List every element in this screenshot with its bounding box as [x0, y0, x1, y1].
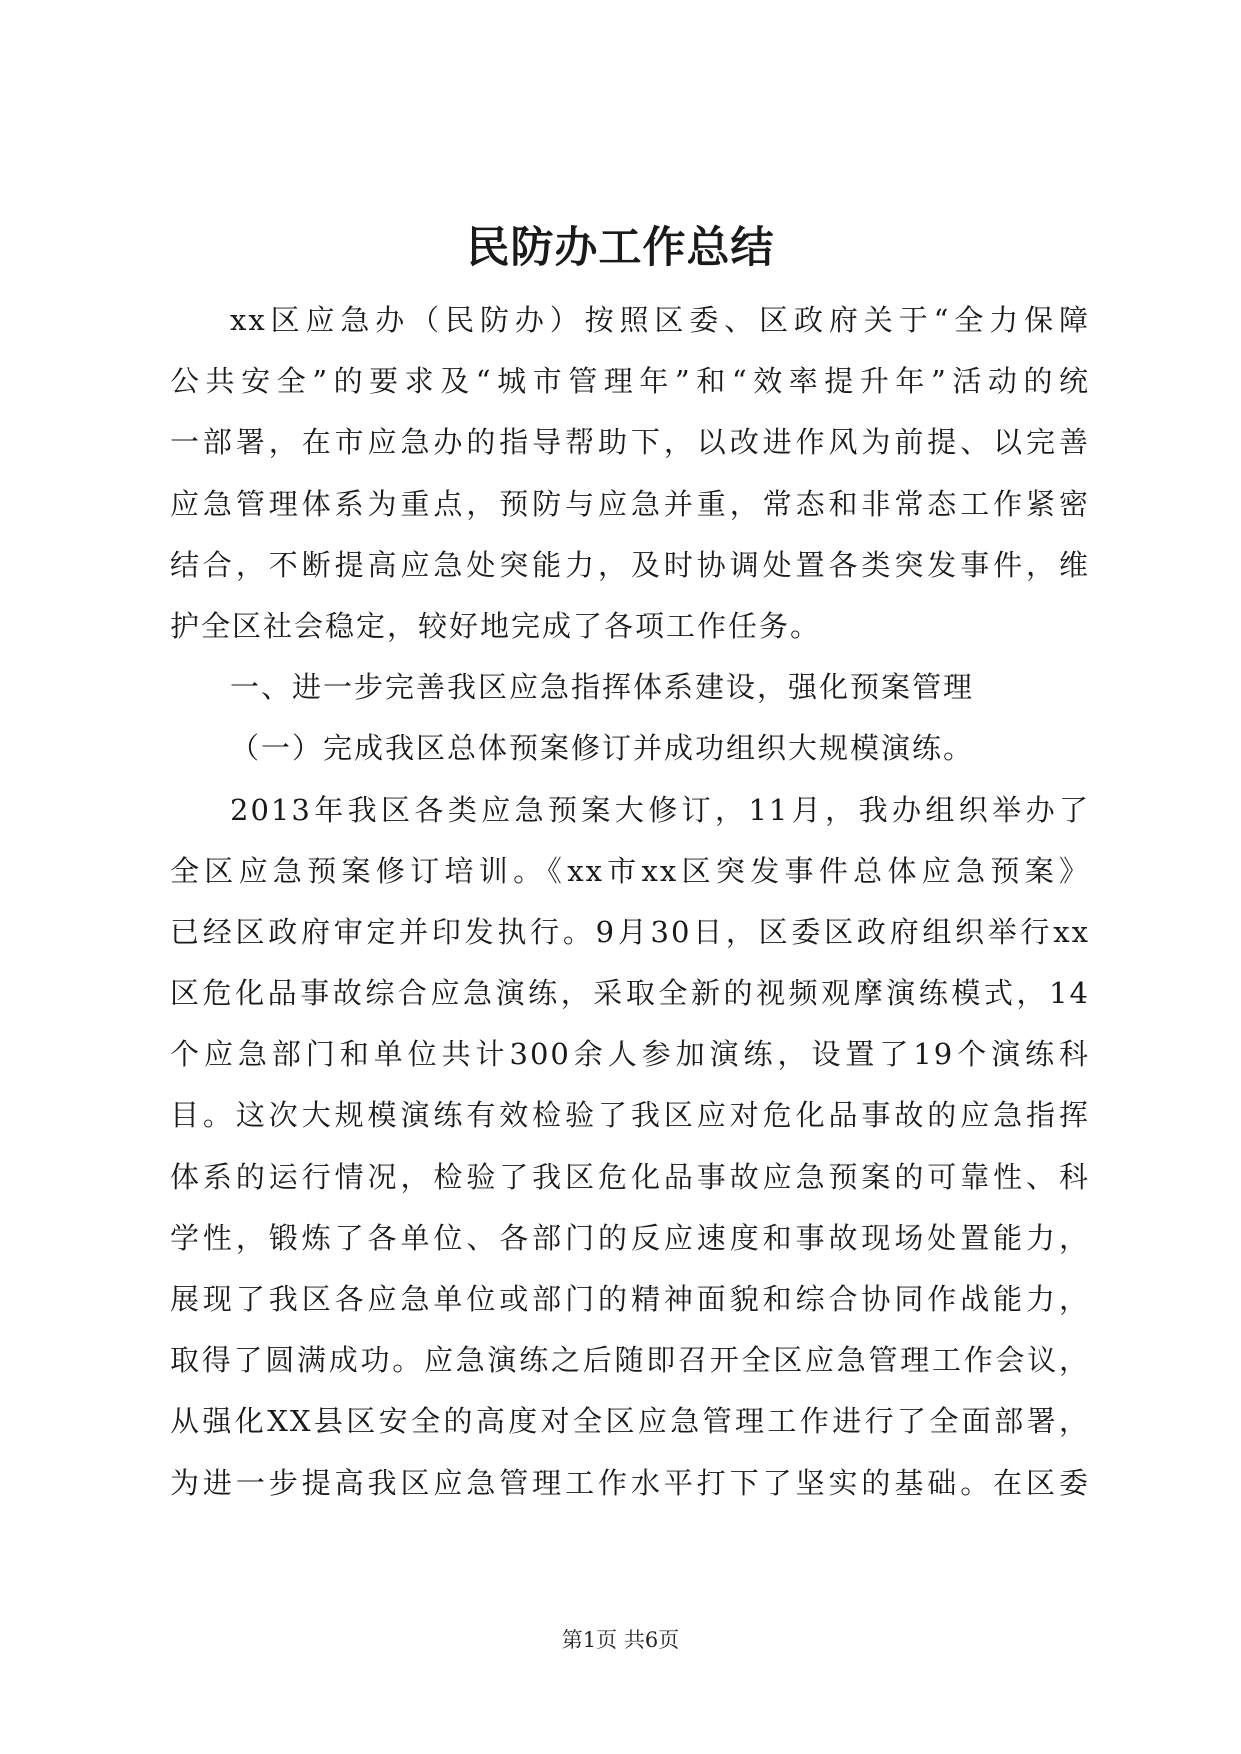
document-title: 民防办工作总结	[466, 223, 775, 273]
paragraph-line: 结合，不断提高应急处突能力，及时协调处置各类突发事件，维	[170, 547, 1090, 582]
paragraph-line: 护全区社会稳定，较好地完成了各项工作任务。	[170, 608, 822, 643]
paragraph-line: 2013年我区各类应急预案大修订，11月，我办组织举办了	[230, 792, 1090, 827]
paragraph-line: 展现了我区各应急单位或部门的精神面貌和综合协同作战能力，	[170, 1282, 1090, 1316]
paragraph-line: 一部署，在市应急办的指导帮助下，以改进作风为前提、以完善	[170, 425, 1090, 460]
paragraph-line: xx区应急办（民防办）按照区委、区政府关于“全力保障	[230, 303, 1090, 337]
subsection-heading: （一）完成我区总体预案修订并成功组织大规模演练。	[230, 731, 975, 766]
paragraph-line: 已经区政府审定并印发执行。9月30日，区委区政府组织举行xx	[170, 914, 1090, 949]
paragraph-line: 为进一步提高我区应急管理工作水平打下了坚实的基础。在区委	[170, 1465, 1090, 1500]
paragraph-line: 取得了圆满成功。应急演练之后随即召开全区应急管理工作会议，	[170, 1343, 1090, 1378]
paragraph-line: 个应急部门和单位共计300余人参加演练，设置了19个演练科	[170, 1037, 1090, 1072]
page-number-footer: 第1页 共6页	[561, 1628, 680, 1652]
paragraph-line: 区危化品事故综合应急演练，采取全新的视频观摩演练模式，14	[170, 976, 1090, 1011]
paragraph-line: 应急管理体系为重点，预防与应急并重，常态和非常态工作紧密	[170, 486, 1090, 521]
paragraph-line: 公共安全”的要求及“城市管理年”和“效率提升年”活动的统	[170, 364, 1090, 399]
section-heading: 一、进一步完善我区应急指挥体系建设，强化预案管理	[230, 670, 975, 705]
paragraph-line: 全区应急预案修订培训。《xx市xx区突发事件总体应急预案》	[170, 853, 1090, 888]
paragraph-line: 学性，锻炼了各单位、各部门的反应速度和事故现场处置能力，	[170, 1220, 1090, 1255]
paragraph-line: 从强化XX县区安全的高度对全区应急管理工作进行了全面部署，	[170, 1404, 1090, 1439]
paragraph-line: 目。这次大规模演练有效检验了我区应对危化品事故的应急指挥	[170, 1098, 1090, 1133]
paragraph-line: 体系的运行情况，检验了我区危化品事故应急预案的可靠性、科	[170, 1159, 1090, 1194]
document-body	[170, 290, 1090, 1514]
